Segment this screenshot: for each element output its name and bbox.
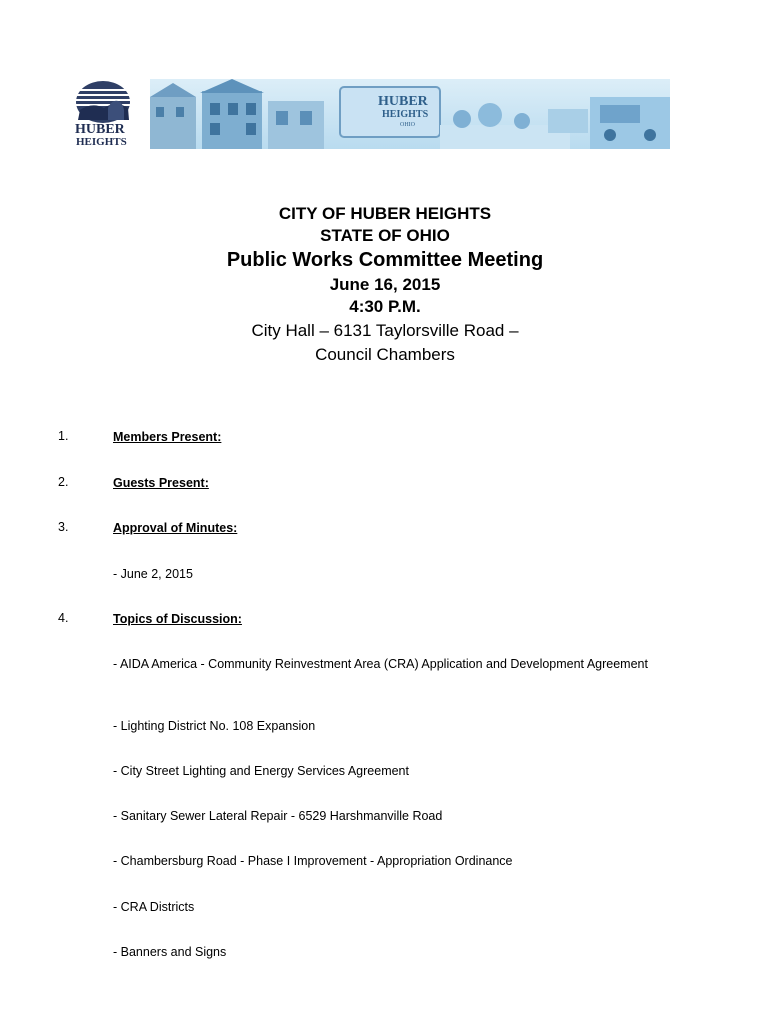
topic-item: - City Street Lighting and Energy Services Agreement: [113, 764, 409, 778]
svg-text:HEIGHTS: HEIGHTS: [76, 136, 127, 148]
header-banner-image: [150, 79, 670, 149]
state-name: STATE OF OHIO: [320, 226, 450, 245]
meeting-location-line2: Council Chambers: [315, 345, 455, 364]
item-number: 3.: [58, 520, 69, 534]
topic-item: - Sanitary Sewer Lateral Repair - 6529 Harshmanville Road: [113, 809, 443, 823]
item-heading-topics: Topics of Discussion:: [113, 612, 242, 626]
topic-item: - AIDA America - Community Reinvestment Area (CRA) Application and Development Agreement: [113, 657, 648, 671]
item-number: 1.: [58, 429, 69, 443]
city-logo: [72, 80, 138, 150]
item-heading-members: Members Present:: [113, 430, 222, 444]
svg-text:OHIO: OHIO: [400, 122, 415, 128]
topic-item: - Chambersburg Road - Phase I Improvement - Appropriation Ordinance: [113, 854, 513, 868]
meeting-date: June 16, 2015: [329, 275, 441, 294]
svg-text:HUBER: HUBER: [75, 122, 125, 137]
item-number: 2.: [58, 475, 69, 489]
item-heading-minutes: Approval of Minutes:: [113, 521, 238, 535]
minutes-entry: - June 2, 2015: [113, 567, 193, 581]
item-number: 4.: [58, 611, 69, 625]
item-heading-guests: Guests Present:: [113, 476, 209, 490]
svg-text:HEIGHTS: HEIGHTS: [382, 109, 429, 120]
topic-item: - Lighting District No. 108 Expansion: [113, 719, 316, 733]
meeting-time: 4:30 P.M.: [349, 297, 421, 316]
document-header: [0, 203, 770, 367]
topic-item: - Banners and Signs: [113, 945, 227, 959]
city-logo-graphic: [72, 80, 138, 150]
city-name: CITY OF HUBER HEIGHTS: [278, 204, 492, 223]
meeting-location-line1: City Hall – 6131 Taylorsville Road –: [251, 321, 519, 340]
meeting-title: Public Works Committee Meeting: [226, 249, 544, 271]
topic-item: - CRA Districts: [113, 900, 195, 914]
svg-text:HUBER: HUBER: [378, 94, 428, 109]
